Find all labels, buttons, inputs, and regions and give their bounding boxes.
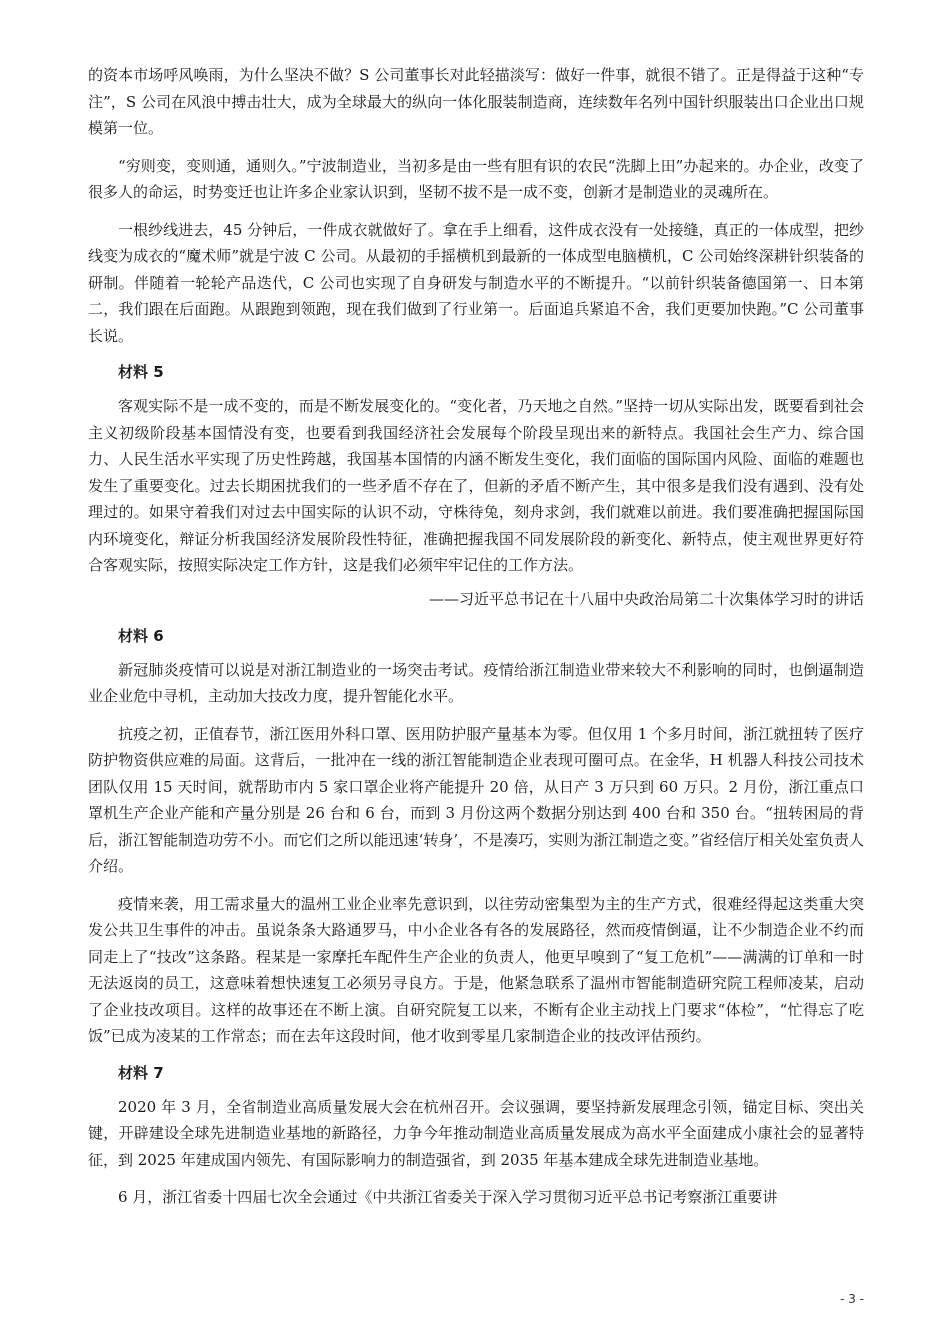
material-7-paragraph-1: 2020 年 3 月，全省制造业高质量发展大会在杭州召开。会议强调，要坚持新发展理念引领，锚定目标、突出关键，开辟建设全球先进制造业基地的新路径，力争今年推动制造业高质量发展成为高水平全面建成小康社会的显著特征，到 2025 年建成国内领先、有国际影响力的制造强省，到 2035 年基本建成全球先进制造业基地。: [88, 1097, 864, 1169]
paragraph-c-company: 一根纱线进去，45 分钟后，一件成衣就做好了。拿在手上细看，这件成衣没有一处接缝，真正的一体成型，把纱线变为成衣的“魔术师”就是宁波 C 公司。从最初的手摇横机到最新的一体成型电脑横机，C 公司始终深耕针织装备的研制。伴随着一轮轮产品迭代，C 公司也实现了自身研发与制造水平的不断提升。“以前针织装备德国第一、日本第二，我们跟在后面跑。从跟跑到领跑，现在我们做到了行业第一。后面追兵紧追不舍，我们更要加快跑。”C 公司董事长说。: [88, 220, 864, 345]
paragraph-s-company-focus: 的资本市场呼风唤雨，为什么坚决不做？S 公司董事长对此轻描淡写：做好一件事，就很不错了。正是得益于这种“专注”，S 公司在风浪中搏击壮大，成为全球最大的纵向一体化服装制造商，连续数年名列中国针织服装出口企业出口规模第一位。: [88, 66, 864, 137]
material-5-attribution: ——习近平总书记在十八届中央政治局第二十次集体学习时的讲话: [428, 589, 864, 608]
material-6-paragraph-2: 抗疫之初，正值春节，浙江医用外科口罩、医用防护服产量基本为零。但仅用 1 个多月时间，浙江就扭转了医疗防护物资供应难的局面。这背后，一批冲在一线的浙江智能制造企业表现可圈可点。在金华，H 机器人科技公司技术团队仅用 15 天时间，就帮助市内 5 家口罩企业将产能提升 20 倍，从日产 3 万只到 60 万只。2 月份，浙江重点口罩机生产企业产能和产量分别是 26 台和 6 台，而到 3 月份这两个数据分别达到 400 台和 350 台。“扭转困局的背后，浙江智能制造功劳不小。而它们之所以能迅速‘转身’，不是凑巧，实则为浙江制造之变。”省经信厅相关处室负责人介绍。: [88, 724, 864, 875]
material-5-paragraph: 客观实际不是一成不变的，而是不断发展变化的。“变化者，乃天地之自然。”坚持一切从实际出发，既要看到社会主义初级阶段基本国情没有变，也要看到我国经济社会发展每个阶段呈现出来的新特点。我国社会生产力、综合国力、人民生活水平实现了历史性跨越，我国基本国情的内涵不断发生变化，我们面临的国际国内风险、面临的难题也发生了重要变化。过去长期困扰我们的一些矛盾不存在了，但新的矛盾不断产生，其中很多是我们没有遇到、没有处理过的。如果守着我们对过去中国实际的认识不动，守株待兔，刻舟求剑，我们就难以前进。我们要准确把握国际国内环境变化，辩证分析我国经济发展阶段性特征，准确把握我国不同发展阶段的新变化、新特点，使主观世界更好符合客观实际，按照实际决定工作方针，这是我们必须牢牢记住的工作方法。: [88, 397, 864, 574]
material-6-paragraph-3: 疫情来袭，用工需求量大的温州工业企业率先意识到，以往劳动密集型为主的生产方式，很难经得起这类重大突发公共卫生事件的冲击。虽说条条大路通罗马，中小企业各有各的发展路径，然而疫情倒逼，让不少制造企业不约而同走上了“技改”这条路。程某是一家摩托车配件生产企业的负责人，他更早嗅到了“复工危机”——满满的订单和一时无法返岗的员工，这意味着想快速复工必须另寻良方。于是，他紧急联系了温州市智能制造研究院工程师凌某，启动了企业技改项目。这样的故事还在不断上演。自研究院复工以来，不断有企业主动找上门要求“体检”，“忙得忘了吃饭”已成为凌某的工作常态；而在去年这段时间，他才收到零星几家制造企业的技改评估预约。: [88, 894, 864, 1045]
paragraph-ningbo-innovation: “穷则变，变则通，通则久。”宁波制造业，当初多是由一些有胆有识的农民“洗脚上田”办起来的。办企业，改变了很多人的命运，时势变迁也让许多企业家认识到，坚韧不拔不是一成不变，创新才是制造业的灵魂所在。: [88, 156, 864, 201]
page-number: - 3 -: [840, 1292, 864, 1306]
material-6-heading: 材料 6: [118, 626, 164, 645]
document-page: [88, 62, 864, 1222]
material-7-paragraph-2: 6 月，浙江省委十四届七次全会通过《中共浙江省委关于深入学习贯彻习近平总书记考察浙江重要讲: [118, 1188, 778, 1206]
material-5-heading: 材料 5: [118, 363, 164, 381]
material-6-paragraph-1: 新冠肺炎疫情可以说是对浙江制造业的一场突击考试。疫情给浙江制造业带来较大不利影响的同时，也倒逼制造业企业危中寻机，主动加大技改力度，提升智能化水平。: [88, 660, 864, 705]
material-7-heading: 材料 7: [118, 1063, 164, 1082]
